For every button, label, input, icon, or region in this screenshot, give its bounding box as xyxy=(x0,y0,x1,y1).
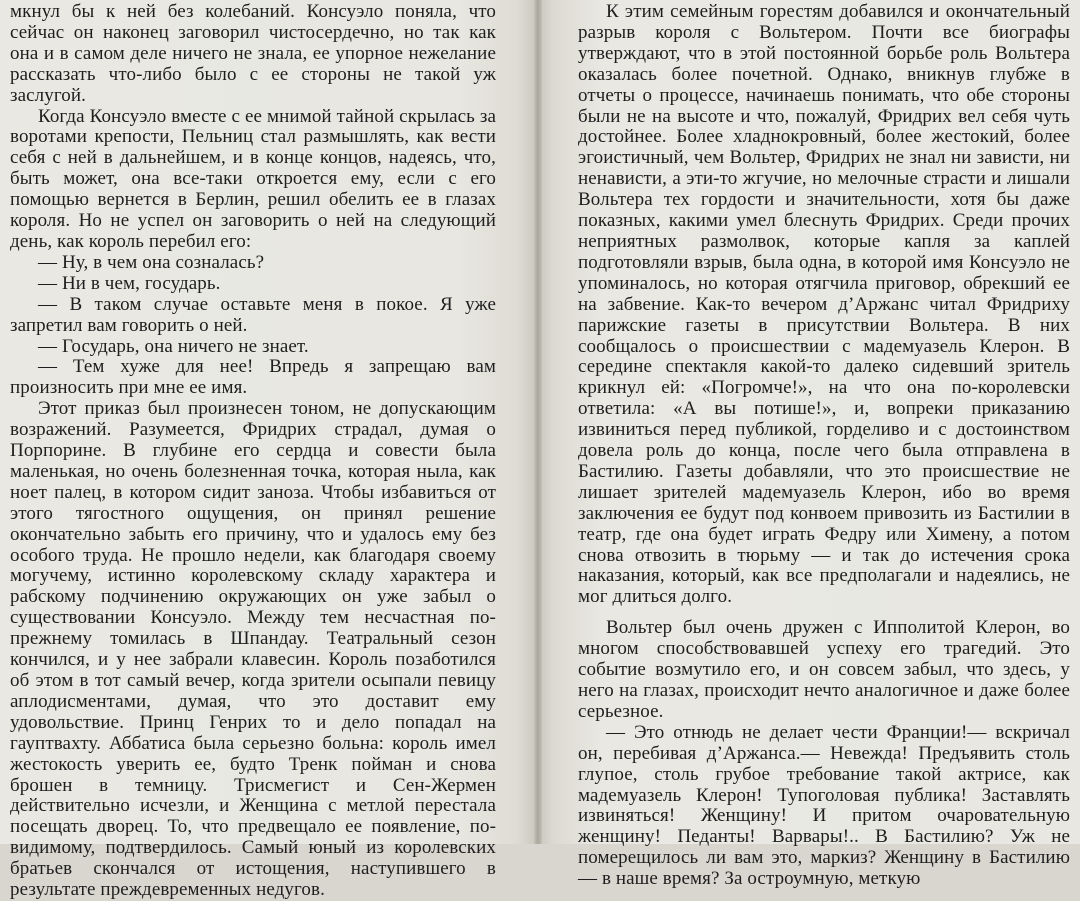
right-page-text xyxy=(578,2,1070,890)
dialogue-line: — Тем хуже для нее! Впредь я запрещаю вам произносить при мне ее имя. xyxy=(10,356,496,399)
paragraph: — Это отнюдь не делает чести Франции!— вскричал он, перебивая д’Аржанса.— Невежда! Предъявить столь глупое, столь грубое требование такой актрисе, как мадемуазель Клерон! Тупоголовая публика! Заставлять извиняться! Женщину! И притом очаровательную женщину! Педанты! Варвары!.. В Бастилию? Уж не померещилось ли вам это, маркиз? Женщину в Бастилию — в наше время? За остроумную, меткую xyxy=(578,721,1070,890)
paragraph: Этот приказ был произнесен тоном, не допускающим возражений. Разумеется, Фридрих страдал, думая о Порпорине. В глубине его сердца и совести была маленькая, но очень болезненная точка, которая ныла, как ноет палец, в котором сидит заноза. Чтобы избавиться от этого тягостного ощущения, он принял решение окончательно забыть его причину, что и удалось ему без особого труда. Не прошло недели, как благодаря своему могучему, истинно королевскому складу характера и рабскому подчинению окружающих он уже забыл о существовании Консуэло. Между тем несчастная по-прежнему томилась в Шпандау. Театральный сезон кончился, и у нее забрали клавесин. Король позаботился об этом в тот самый вечер, когда зрители осыпали певицу аплодисментами, думая, что это доставит ему удовольствие. Принц Генрих то и дело попадал на гауптвахту. Аббатиса была серьезно больна: король имел жестокость уверить ее, будто Тренк пойман и снова брошен в темницу. Трисмегист и Сен-Жермен действительно исчезли, и Женщина с метлой перестала посещать дворец. То, что предвещало ее появление, по-видимому, подтвердилось. Самый юный из королевских братьев скончался от истощения, наступившего в результате преждевременных недугов. xyxy=(10,398,496,901)
dialogue-line: — Ни в чем, государь. xyxy=(38,272,221,294)
right-page xyxy=(538,0,1080,890)
dialogue-line: — Ну, в чем она созналась? xyxy=(38,251,265,273)
book-gutter xyxy=(534,0,542,844)
paragraph: Вольтер был очень дружен с Ипполитой Клерон, во многом способствовавшей успеху его трагедий. Это событие возмутило его, и он совсем забыл, что здесь, у него на глазах, происходит нечто аналогичное и даже более серьезное. xyxy=(578,617,1070,722)
dialogue-line: — Государь, она ничего не знает. xyxy=(38,335,309,357)
paragraph: Когда Консуэло вместе с ее мнимой тайной скрылась за воротами крепости, Пельниц стал размышлять, как вести себя с ней в дальнейшем, и в конце концов, надеясь, что, быть может, она все-таки откроется ему, если с его помощью вернется в Берлин, решил обелить ее в глазах короля. Но не успел он заговорить о ней на следующий день, как король перебил его: xyxy=(10,105,496,252)
left-page xyxy=(0,0,538,901)
dialogue-line: — В таком случае оставьте меня в покое. Я уже запретил вам говорить о ней. xyxy=(10,293,496,336)
left-page-text xyxy=(10,2,496,901)
paragraph: мкнул бы к ней без колебаний. Консуэло поняла, что сейчас он наконец заговорил чистосердечно, но так как она и в самом деле ничего не знала, ее упорное нежелание рассказать что-либо было с ее стороны не такой уж заслугой. xyxy=(10,1,496,106)
paragraph: К этим семейным горестям добавился и окончательный разрыв короля с Вольтером. Почти все биографы утверждают, что в этой постоянной борьбе роль Вольтера оказалась более почетной. Однако, вникнув глубже в отчеты о процессе, начинаешь понимать, что обе стороны были не на высоте и что, пожалуй, Фридрих вел себя чуть достойнее. Более хладнокровный, более жестокий, более эгоистичный, чем Вольтер, Фридрих не знал ни зависти, ни ненависти, а эти-то жгучие, но мелочные страсти и лишали Вольтера тех гордости и значительности, хотя бы даже показных, какими умел блеснуть Фридрих. Среди прочих неприятных размолвок, которые капля за каплей подготовляли взрыв, была одна, в которой имя Консуэло не упоминалось, но которая отягчила приговор, обрекший ее на забвение. Как-то вечером д’Аржанс читал Фридриху парижские газеты в присутствии Вольтера. В них сообщалось о происшествии с мадемуазель Клерон. В середине спектакля какой-то далеко сидевший зритель крикнул ей: «Погромче!», на что она по-королевски ответила: «А вы потише!», и, вопреки приказанию извиниться перед публикой, горделиво и с достоинством довела роль до конца, после чего была отправлена в Бастилию. Газеты добавляли, что это происшествие не лишает зрителей мадемуазель Клерон, ибо во время заключения ее будут под конвоем привозить из Бастилии в театр, где она будет играть Федру или Химену, а потом снова отвозить в тюрьму — и так до истечения срока наказания, который, как все предполагали и надеялись, не мог длиться долго. xyxy=(578,1,1070,608)
